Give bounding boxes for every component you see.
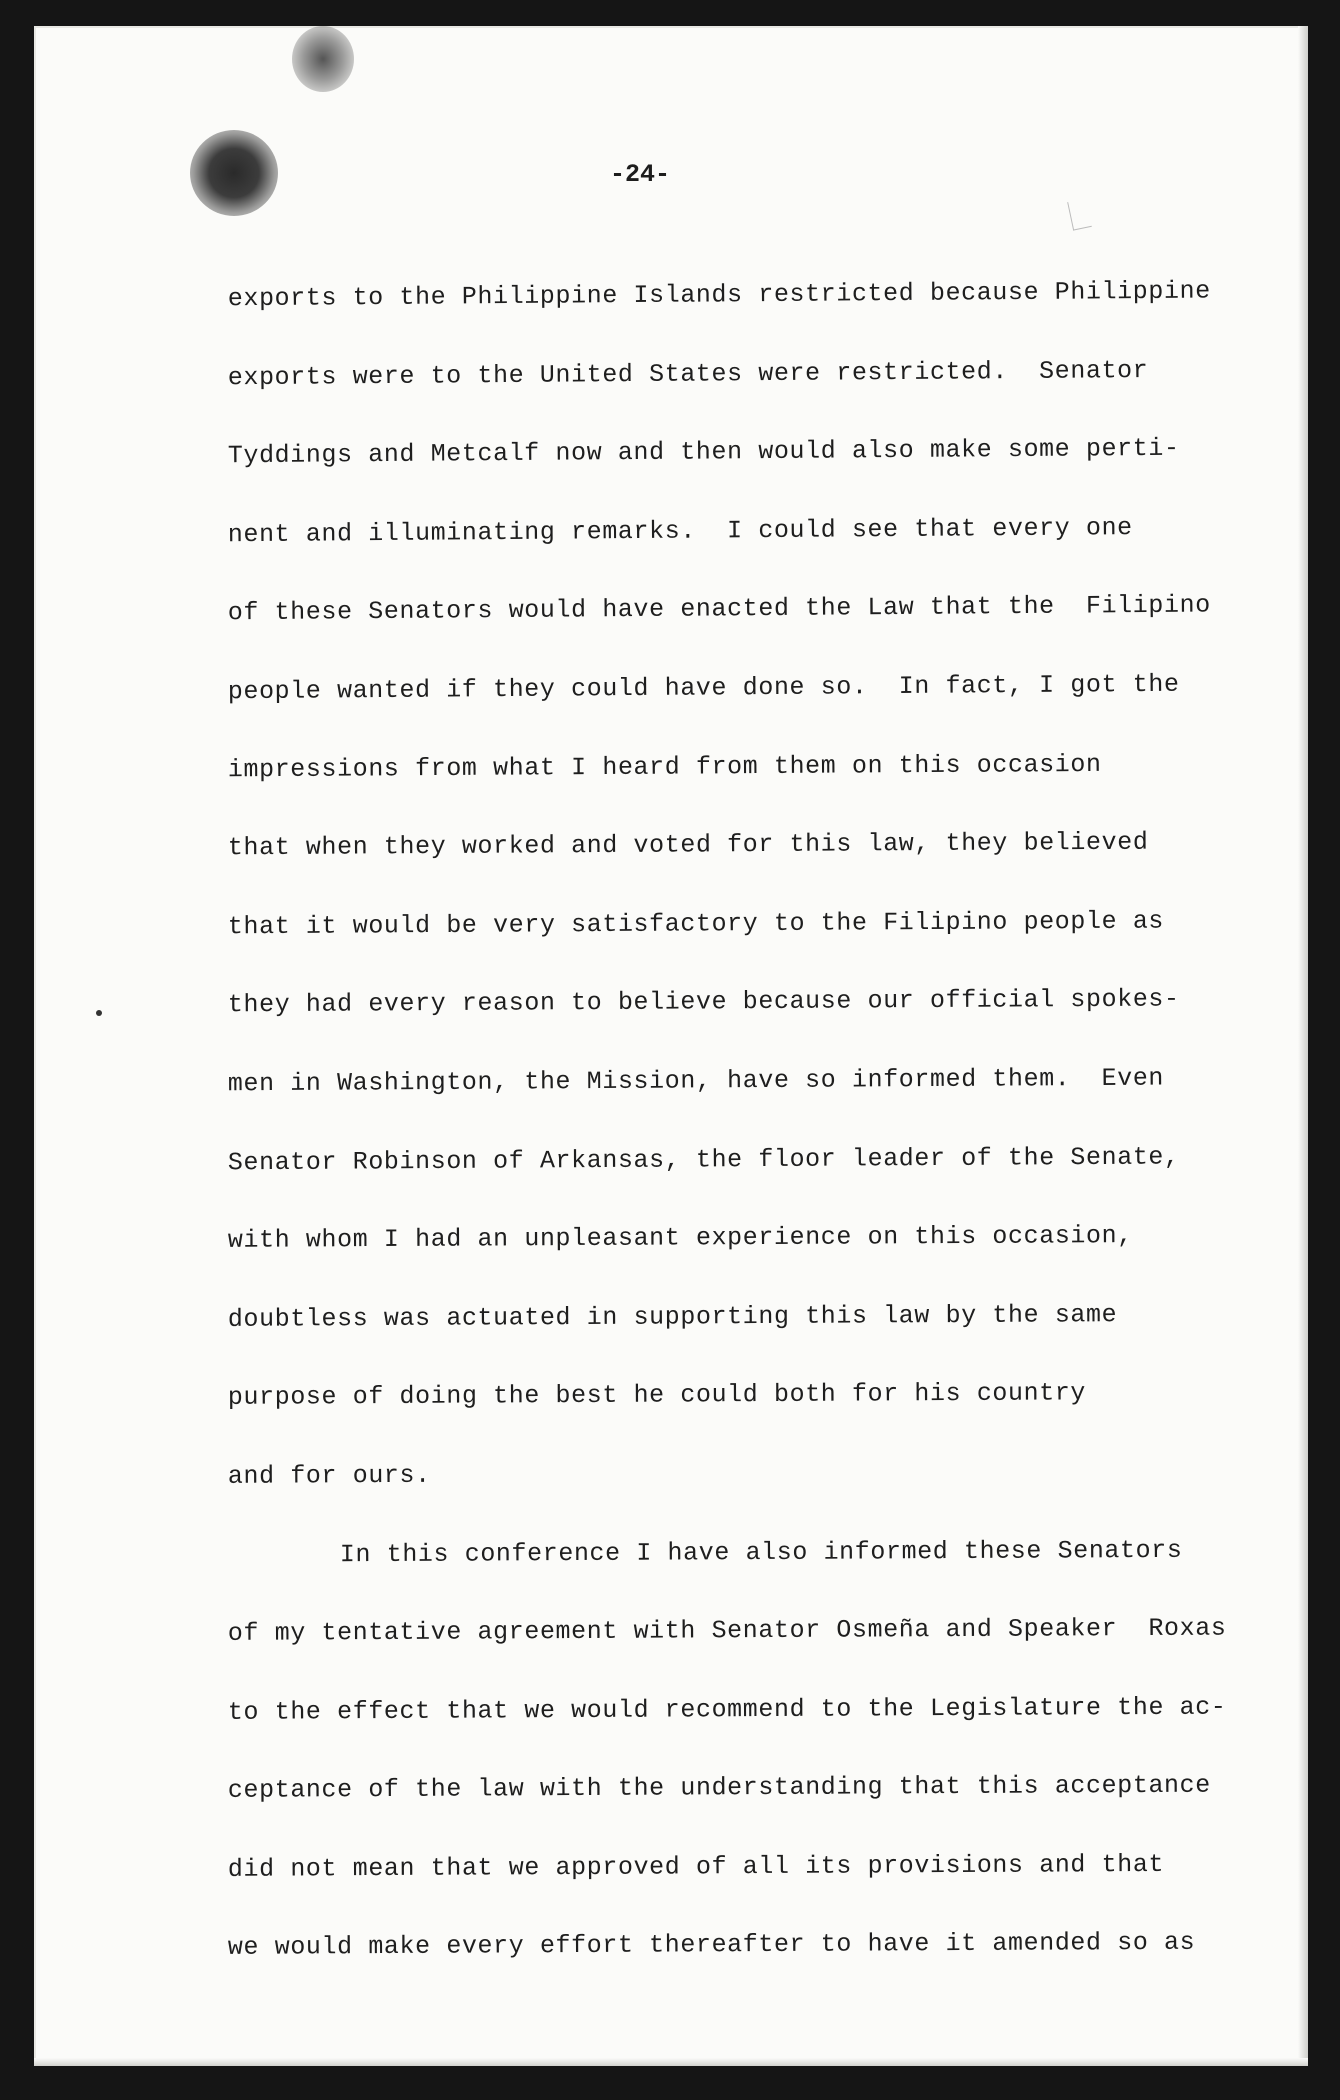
ink-smudge	[190, 130, 278, 216]
text-line: ceptance of the law with the understanding that this acceptance	[227, 1770, 1211, 1806]
text-line: Tyddings and Metcalf now and then would also make some perti-	[227, 433, 1180, 471]
pencil-mark	[1067, 198, 1092, 230]
page-edge-bottom	[34, 2058, 1308, 2066]
text-line: that it would be very satisfactory to the Filipino people as	[227, 906, 1165, 942]
ink-smudge-top	[292, 26, 354, 92]
document-page	[34, 26, 1308, 2066]
text-line: and for ours.	[227, 1460, 431, 1491]
text-line: of my tentative agreement with Senator Osmeña and Speaker Roxas	[227, 1613, 1227, 1648]
text-line: purpose of doing the best he could both for his country	[227, 1378, 1087, 1413]
text-line: to the effect that we would recommend to the Legislature the ac-	[227, 1692, 1227, 1727]
text-line: they had every reason to believe because our official spokes-	[227, 984, 1180, 1020]
text-line: exports to the Philippine Islands restricted because Philippine	[227, 276, 1211, 314]
text-line: with whom I had an unpleasant experience on this occasion,	[227, 1221, 1133, 1255]
text-line: we would make every effort thereafter to have it amended so as	[227, 1928, 1196, 1963]
text-line: exports were to the United States were restricted. Senator	[227, 355, 1149, 392]
paragraph-first-line: In this conference I have also informed these Senators	[339, 1535, 1183, 1569]
typed-body-text	[227, 276, 1308, 2009]
text-line: doubtless was actuated in supporting this law by the same	[227, 1299, 1118, 1334]
text-line: impressions from what I heard from them on this occasion	[227, 749, 1102, 784]
text-line: Senator Robinson of Arkansas, the floor leader of the Senate,	[227, 1142, 1180, 1177]
text-line: of these Senators would have enacted the Law that the Filipino	[227, 590, 1211, 628]
stray-ink-dot	[96, 1010, 102, 1016]
page-number: -24-	[609, 160, 670, 189]
text-line: nent and illuminating remarks. I could see that every one	[227, 512, 1133, 550]
text-line: that when they worked and voted for this law, they believed	[227, 827, 1149, 863]
text-line: people wanted if they could have done so. In fact, I got the	[227, 669, 1180, 707]
text-line: did not mean that we approved of all its provisions and that	[227, 1849, 1165, 1884]
text-line: men in Washington, the Mission, have so informed them. Even	[227, 1063, 1165, 1099]
